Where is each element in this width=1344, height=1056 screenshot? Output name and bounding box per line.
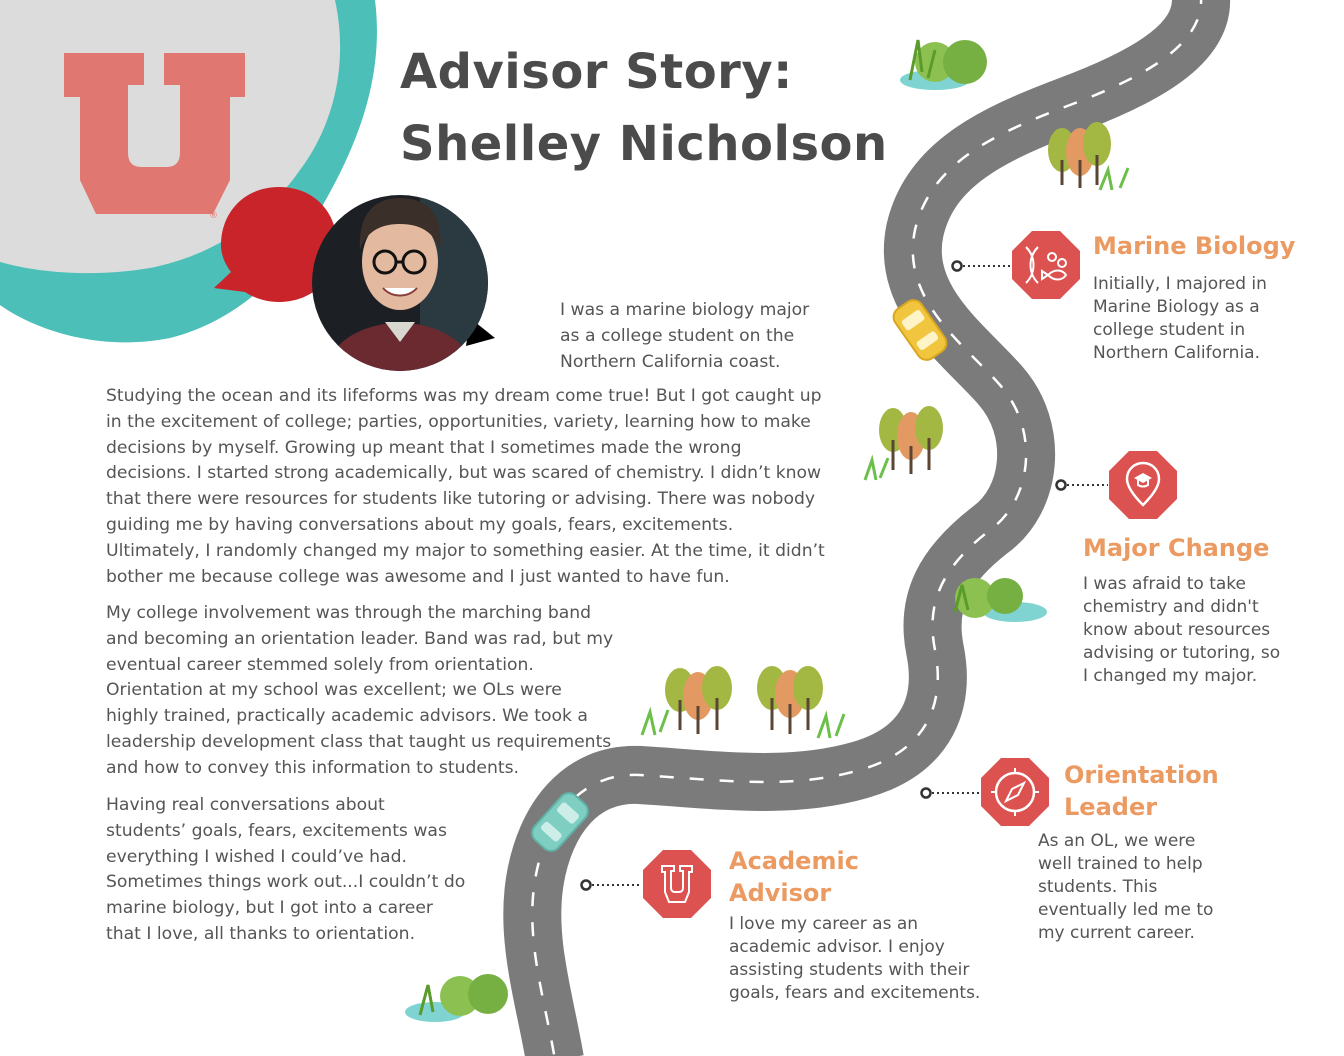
milestone-line: students. This: [1038, 877, 1158, 897]
milestone-line: I was afraid to take: [1083, 574, 1246, 594]
story-line: students’ goals, fears, excitements was: [106, 820, 447, 841]
milestone-title-line: Leader: [1064, 793, 1158, 821]
milestone-orientation-text: [1038, 830, 1213, 945]
milestone-line: Northern California.: [1093, 343, 1261, 363]
trees-decoration: [1048, 122, 1128, 190]
milestone-title-line: Advisor: [729, 879, 832, 907]
compass-icon: [981, 758, 1049, 826]
bush-decoration: [900, 40, 987, 90]
story-paragraph-2: [106, 601, 613, 782]
milestone-marine-text: [1093, 273, 1267, 365]
story-line: highly trained, practically academic advisors. We took a: [106, 706, 588, 727]
dna-fish-icon: [1012, 231, 1080, 299]
story-line: leadership development class that taught us requirements: [106, 731, 612, 752]
milestone-line: college student in: [1093, 320, 1246, 340]
milestone-major-text: [1083, 573, 1280, 688]
milestone-major-title: Major Change: [1083, 534, 1270, 562]
logo-registered-mark: ®: [209, 211, 218, 221]
story-paragraph-3: [106, 793, 465, 948]
story-line: Orientation at my school was excellent; we OLs were: [106, 680, 562, 701]
story-line: bother me because college was awesome and I just wanted to have fun.: [106, 566, 730, 587]
milestone-line: academic advisor. I enjoy: [729, 937, 945, 957]
story-line: in the excitement of college; parties, opportunities, variety, learning how to make: [106, 411, 811, 432]
intro-line: Northern California coast.: [560, 351, 781, 372]
bush-decoration: [405, 974, 508, 1022]
story-line: Sometimes things work out...I couldn’t do: [106, 872, 466, 893]
intro-line: as a college student on the: [560, 325, 795, 346]
bush-decoration: [955, 578, 1047, 622]
story-line: decisions. I started strong academically, but was scared of chemistry. I didn’t know: [106, 463, 822, 484]
story-line: everything I wished I could’ve had.: [106, 846, 407, 867]
milestone-line: As an OL, we were: [1038, 831, 1196, 851]
story-line: decisions by myself. Growing up meant that I sometimes made the wrong: [106, 437, 742, 458]
story-line: that I love, all thanks to orientation.: [106, 923, 416, 944]
milestone-title-line: Academic: [729, 847, 859, 875]
story-line: Studying the ocean and its lifeforms was my dream come true! But I got caught up: [106, 386, 822, 406]
trees-decoration: [865, 406, 943, 480]
milestone-line: well trained to help: [1038, 854, 1203, 874]
portrait-photo: [300, 190, 510, 380]
intro-text: [560, 298, 809, 375]
milestone-orientation-title: [1064, 759, 1219, 823]
milestone-marine-title: Marine Biology: [1093, 232, 1296, 260]
milestone-line: Initially, I majored in: [1093, 274, 1267, 294]
milestone-line: I love my career as an: [729, 914, 919, 934]
milestone-advisor-text: [729, 913, 980, 1005]
milestone-line: my current career.: [1038, 923, 1195, 943]
milestone-line: goals, fears and excitements.: [729, 983, 981, 1003]
connector-major: [1057, 481, 1109, 490]
story-line: Ultimately, I randomly changed my major to something easier. At the time, it didn’t: [106, 540, 825, 561]
story-paragraph-1: [106, 384, 825, 590]
trees-decoration: [757, 666, 844, 738]
milestone-line: advising or tutoring, so: [1083, 643, 1281, 663]
milestone-line: assisting students with their: [729, 960, 970, 980]
story-line: guiding me by having conversations about my goals, fears, excitements.: [106, 514, 734, 535]
milestone-advisor-title: [729, 845, 859, 909]
graduation-cap-pin-icon: [1109, 451, 1177, 519]
milestone-line: know about resources: [1083, 620, 1271, 640]
story-line: and becoming an orientation leader. Band was rad, but my: [106, 628, 614, 649]
connector-marine: [953, 262, 1013, 271]
trees-decoration: [642, 666, 732, 735]
connector-advisor: [582, 881, 643, 890]
story-line: marine biology, but I got into a career: [106, 898, 433, 919]
milestone-line: Marine Biology as a: [1093, 297, 1260, 317]
story-line: and how to convey this information to students.: [106, 757, 520, 778]
story-line: eventual career stemmed solely from orientation.: [106, 654, 534, 675]
story-line: Having real conversations about: [106, 795, 385, 815]
milestone-line: eventually led me to: [1038, 900, 1214, 920]
milestone-title-line: Orientation: [1064, 761, 1219, 789]
page-title-line2: Shelley Nicholson: [400, 116, 888, 172]
story-line: My college involvement was through the marching band: [106, 603, 592, 623]
connector-orientation: [922, 789, 981, 798]
milestone-line: I changed my major.: [1083, 666, 1258, 686]
intro-line: I was a marine biology major: [560, 300, 810, 320]
page-title-line1: Advisor Story:: [400, 44, 793, 100]
university-u-icon: [643, 850, 711, 918]
story-line: that there were resources for students like tutoring or advising. There was nobody: [106, 489, 816, 510]
milestone-line: chemistry and didn't: [1083, 597, 1259, 617]
